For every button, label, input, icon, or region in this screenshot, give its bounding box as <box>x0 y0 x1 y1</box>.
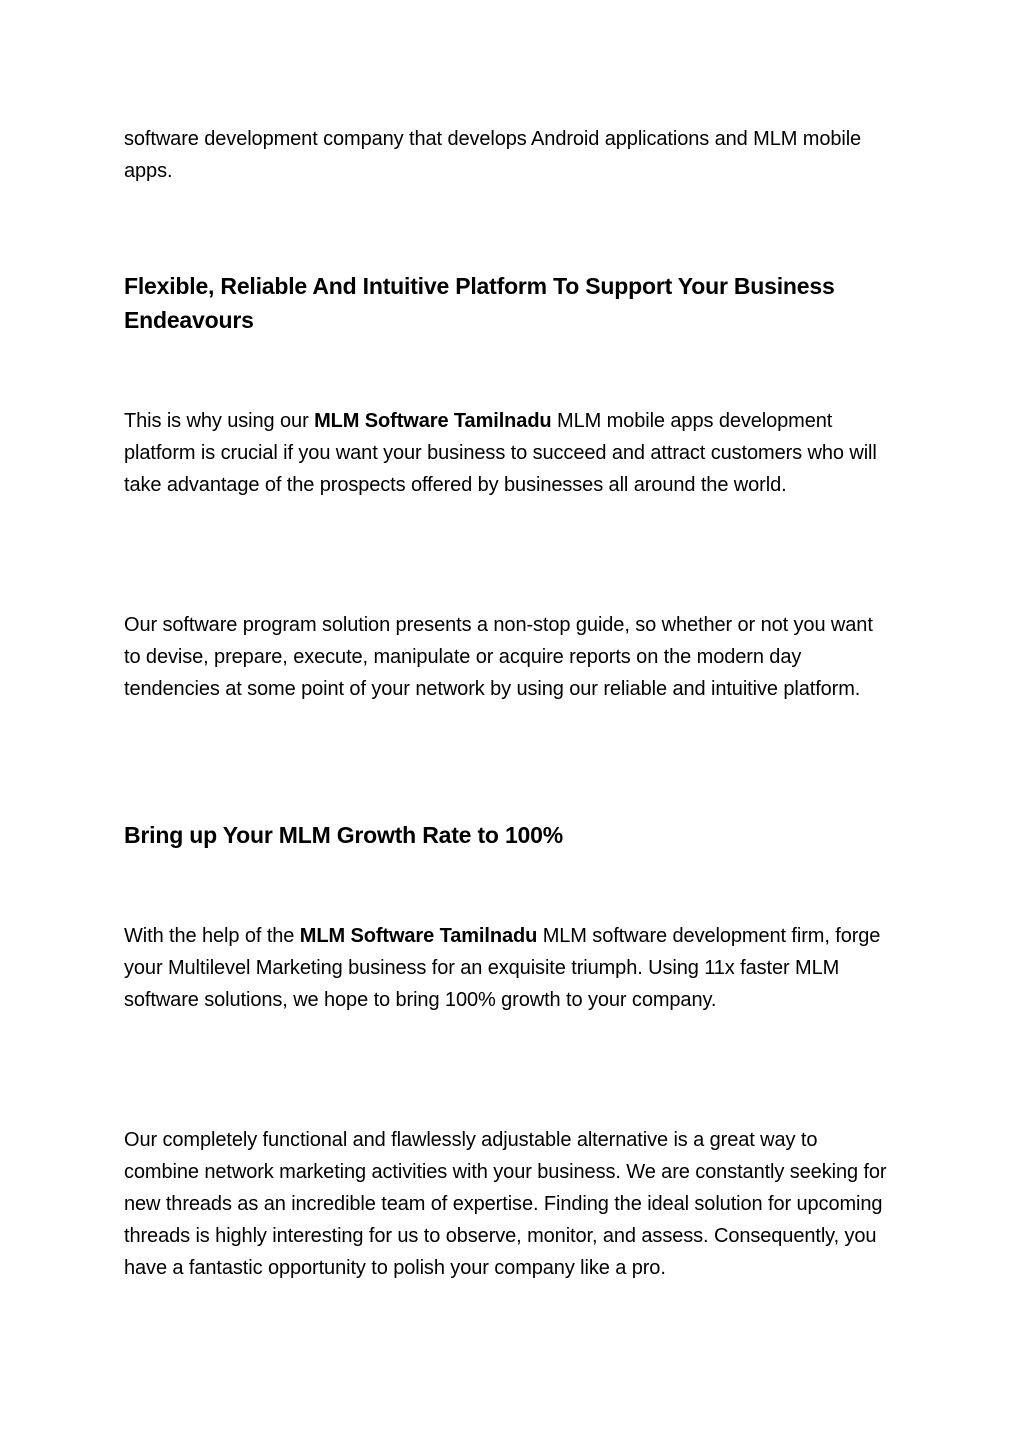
paragraph-text: This is why using our <box>124 410 315 432</box>
paragraph-why-using-platform <box>124 405 894 501</box>
paragraph-help-of-firm <box>124 920 894 1016</box>
brand-name-bold: MLM Software Tamilnadu <box>314 410 552 432</box>
paragraph-functional-alternative: Our completely functional and flawlessly adjustable alternative is a great way to combine network marketing activities with your business. We are constantly seeking for new threads as an incredible team of expertise. Finding the ideal solution for upcoming threads is highly interesting for us to observe, monitor, and assess. Consequently, you have a fantastic opportunity to polish your company like a pro. <box>124 1129 887 1279</box>
paragraph-text: MLM mobile apps development platform is crucial if you want your business to succeed and attract customers who will take advantage of the prospects offered by businesses all around the world. <box>124 410 877 496</box>
section-heading-growth-rate: Bring up Your MLM Growth Rate to 100% <box>124 822 563 848</box>
section-heading-flexible-platform: Flexible, Reliable And Intuitive Platform To Support Your Business Endeavours <box>124 273 835 333</box>
paragraph-text: With the help of the <box>124 925 300 947</box>
paragraph-software-solution: Our software program solution presents a non-stop guide, so whether or not you want to devise, prepare, execute, manipulate or acquire reports on the modern day tendencies at some point of your network by using our reliable and intuitive platform. <box>124 614 873 700</box>
intro-continuation-paragraph: software development company that develops Android applications and MLM mobile apps. <box>124 128 862 182</box>
brand-name-bold: MLM Software Tamilnadu <box>299 925 538 947</box>
paragraph-text: MLM software development firm, forge your Multilevel Marketing business for an exquisite triumph. Using 11x faster MLM software solutions, we hope to bring 100% growth to your company. <box>124 925 881 1011</box>
